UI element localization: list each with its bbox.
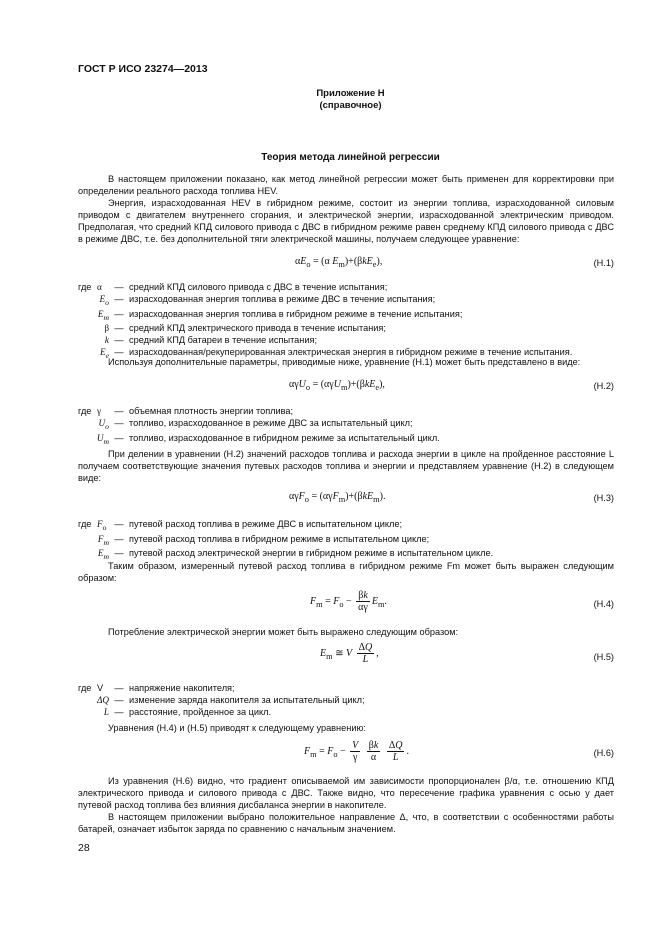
equation-h2: αγU$_o$ = (αγU$_m$)+(βkE$_e$), xyxy=(289,379,385,392)
definition-symbol: $F_o$ xyxy=(97,519,107,532)
equation-h6: $F_m = F_o$ − $\frac{V}{\gamma}$ $\frac{\beta k}{\alpha}$ $\frac{\Delta Q}{L}$ . xyxy=(304,740,409,763)
equation-number-h6: (Н.6) xyxy=(593,748,614,758)
equation-number-h5: (Н.5) xyxy=(593,652,614,662)
definition-symbol: $U_o$ xyxy=(98,417,109,431)
definition-text: топливо, израсходованное в гибридном режиме за испытательный цикл. xyxy=(129,432,440,443)
equation-number-h2: (Н.2) xyxy=(593,381,614,391)
definition-symbol: $E_o$ xyxy=(99,293,109,307)
paragraph-equations-lead: Уравнения (Н.4) и (Н.5) приводят к следующему уравнению: xyxy=(108,723,366,733)
definition-row: где V — напряжение накопителя; xyxy=(78,683,235,693)
equation-number-h3: (Н.3) xyxy=(593,493,614,503)
definition-symbol: ΔQ xyxy=(96,694,109,705)
definition-row: $F_m$ — путевой расход топлива в гибридном режиме в испытательном цикле; xyxy=(78,534,493,549)
definition-text: израсходованная энергия топлива в режиме ДВС в течение испытания; xyxy=(129,293,436,304)
equation-number-h1: (Н.1) xyxy=(593,258,614,268)
definition-text: путевой расход топлива в режиме ДВС в испытательном цикле; xyxy=(129,519,403,529)
definition-row: $U_o$ — топливо, израсходованное в режиме ДВС за испытательный цикл; xyxy=(78,418,440,433)
paragraph-energy: Энергия, израсходованная HEV в гибридном режиме, состоит из энергии топлива, израсходованной силовым приводом с двигателем внутреннего сгорания, и электрической энергии, израсходованной электрическим приводом. Предполагая, что средний КПД силового привода с ДВС в гибридном режиме равен среднему КПД силового привода с ДВС в режиме ДВС, т.е. без дополнительной тяги электрической машины, получаем следующее уравнение: xyxy=(78,198,614,244)
definition-symbol: $F_m$ xyxy=(97,533,109,547)
gde-label: где xyxy=(78,406,92,416)
definition-row: $U_m$ — топливо, израсходованное в гибридном режиме за испытательный цикл. xyxy=(78,433,440,448)
definition-text: напряжение накопителя; xyxy=(129,683,235,693)
paragraph-measured: Таким образом, измеренный путевой расход топлива в гибридном режиме Fm может быть выражен следующим образом: xyxy=(78,561,614,583)
definition-row: k — средний КПД батареи в течение испытания; xyxy=(78,335,572,347)
definition-symbol: β xyxy=(104,323,109,334)
definition-text: средний КПД силового привода с ДВС в течение испытания; xyxy=(129,282,388,292)
section-title: Теория метода линейной регрессии xyxy=(261,152,440,163)
definition-text: путевой расход топлива в гибридном режиме в испытательном цикле; xyxy=(129,533,430,544)
definition-text: изменение заряда накопителя за испытательный цикл; xyxy=(129,694,365,705)
definition-symbol: $E_e$ xyxy=(99,347,109,361)
definition-symbol: $U_m$ xyxy=(96,432,109,446)
annex-subtitle: (справочное) xyxy=(319,100,382,111)
definition-text: израсходованная/рекуперированная электрическая энергия в гибридном режиме в течение испытания. xyxy=(129,347,573,358)
paragraph-conclusion-1: Из уравнения (Н.6) видно, что градиент описываемой им зависимости пропорционален β/α, т.е. отношению КПД электрического привода и силового привода с ДВС. Также видно, что пересечение графика уравнения с осью y дает путевой расход топлива без влияния дисбаланса энергии в накопителе. xyxy=(78,776,614,810)
definition-text: объемная плотность энергии топлива; xyxy=(129,406,294,416)
definition-text: путевой расход электрической энергии в гибридном режиме в испытательном цикле. xyxy=(129,548,494,559)
annex-title: Приложение Н xyxy=(316,88,385,99)
definition-symbol: $E_m$ xyxy=(97,548,109,562)
definition-symbol: V xyxy=(97,683,104,693)
definition-symbol: γ xyxy=(97,406,102,416)
definition-symbol: k xyxy=(104,335,109,346)
document-header: ГОСТ Р ИСО 23274—2013 xyxy=(78,63,208,75)
definition-row: $E_e$ — израсходованная/рекуперированная электрическая энергия в гибридном режиме в течение испытания. xyxy=(78,347,572,362)
definition-symbol: $E_m$ xyxy=(97,308,109,322)
definition-text: топливо, израсходованное в режиме ДВС за испытательный цикл; xyxy=(129,417,413,428)
definition-row: β — средний КПД электрического привода в течение испытания; xyxy=(78,323,572,335)
definition-row: L — расстояние, пройденное за цикл. xyxy=(78,707,365,719)
definition-row: $E_m$ — путевой расход электрической энергии в гибридном режиме в испытательном цикле. xyxy=(78,548,493,563)
page-number: 28 xyxy=(78,842,90,854)
definition-row: где α — средний КПД силового привода с ДВС в течение испытания; xyxy=(78,282,388,292)
definitions-list-2 xyxy=(78,406,440,447)
gde-label: где xyxy=(78,683,92,693)
paragraph-dividing: При делении в уравнении (Н.2) значений расходов топлива и расхода энергии в цикле на пройденное расстояние L получаем соответствующие значения путевых расходов топлива и энергии и представляем уравнение (Н.2) в следующем виде: xyxy=(78,449,614,483)
paragraph-conclusion-2: В настоящем приложении выбрано положительное направление Δ, что, в соответствии с особенностями работы батарей, означает избыток заряда по сравнению с начальным значением. xyxy=(78,812,614,834)
definition-text: средний КПД батареи в течение испытания; xyxy=(129,335,318,346)
definitions-list-4 xyxy=(78,683,365,719)
definition-text: средний КПД электрического привода в течение испытания; xyxy=(129,323,386,334)
definition-row: ΔQ — изменение заряда накопителя за испытательный цикл; xyxy=(78,695,365,707)
definitions-list-1 xyxy=(78,282,572,362)
equation-h5: $E_m$ ≅ V $\frac{\Delta Q}{L}$ , xyxy=(320,642,379,665)
definition-symbol: α xyxy=(97,282,102,292)
definitions-list-3 xyxy=(78,519,493,563)
definition-symbol: L xyxy=(103,706,109,717)
definition-text: израсходованная энергия топлива в гибридном режиме в течение испытания; xyxy=(129,308,463,319)
definition-row: $E_m$ — израсходованная энергия топлива в гибридном режиме в течение испытания; xyxy=(78,309,572,324)
equation-h4: $F_m = F_o$ − $\frac{\beta k}{\alpha\gamma}$ $E_m$. xyxy=(310,590,387,613)
paragraph-using: Используя дополнительные параметры, приводимые ниже, уравнение (Н.1) может быть представлено в виде: xyxy=(108,357,581,367)
gde-label: где xyxy=(78,282,92,292)
equation-h1: $\alpha E_o = (\alpha$ $E_m)+(\beta kE_e)$, xyxy=(295,256,383,269)
definition-text: расстояние, пройденное за цикл. xyxy=(129,706,272,717)
equation-h3: αγF$_o$ = (αγF$_m$)+(βkE$_m$). xyxy=(289,491,386,504)
equation-number-h4: (Н.4) xyxy=(593,599,614,609)
definition-row: где γ — объемная плотность энергии топлива; xyxy=(78,406,294,416)
gde-label: где xyxy=(78,519,92,529)
definition-row: где $F_o$ — путевой расход топлива в режиме ДВС в испытательном цикле; xyxy=(78,519,403,532)
paragraph-consumption: Потребление электрической энергии может быть выражено следующим образом: xyxy=(108,627,459,637)
definition-row: $E_o$ — израсходованная энергия топлива в режиме ДВС в течение испытания; xyxy=(78,294,572,309)
paragraph-intro: В настоящем приложении показано, как метод линейной регрессии может быть применен для корректировки при определении реального расхода топлива HEV. xyxy=(78,174,614,196)
